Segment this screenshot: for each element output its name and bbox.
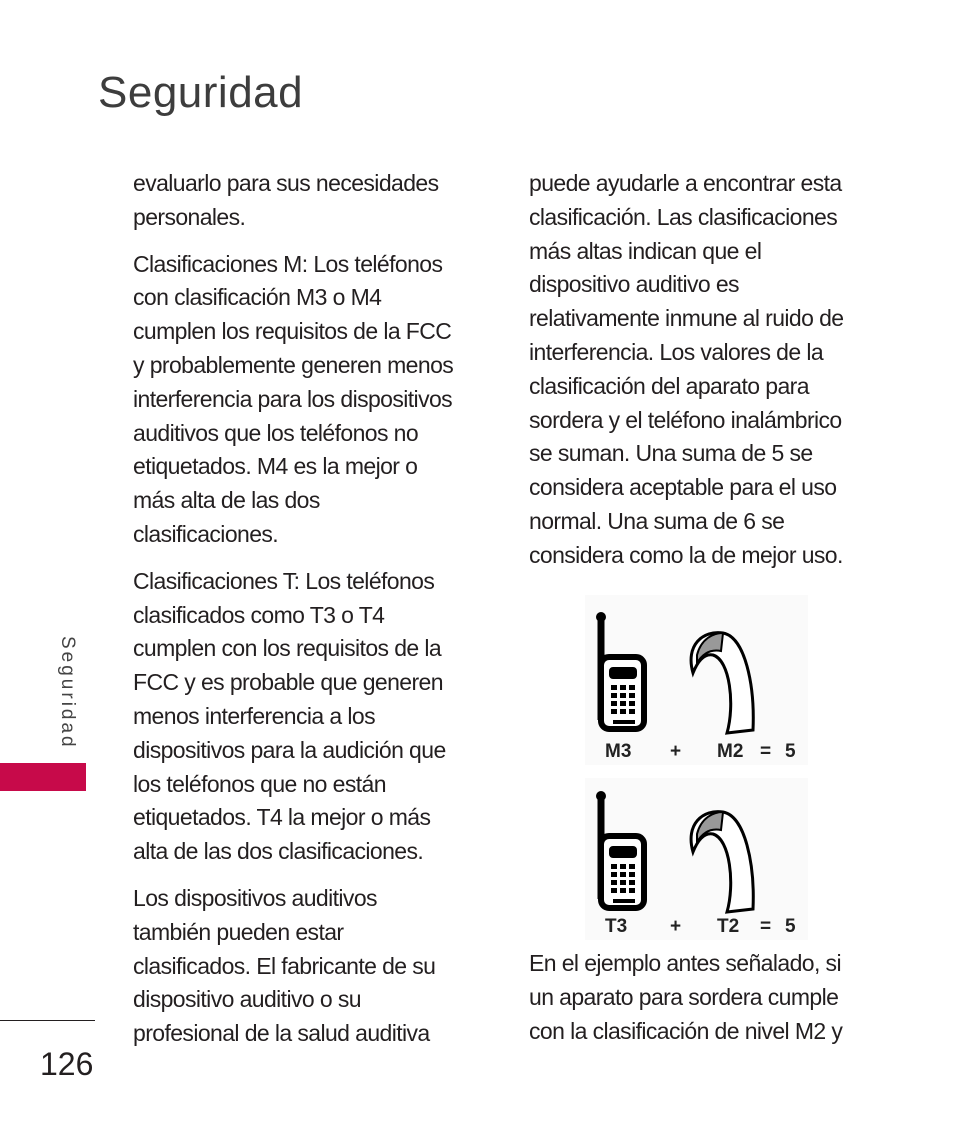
equals-sign: =	[760, 741, 772, 762]
left-column	[133, 167, 503, 1064]
text-line: también pueden estar	[133, 918, 344, 945]
hearing-aid-rating-label: M2	[717, 741, 744, 762]
right-column	[529, 167, 899, 586]
text-line: Clasificaciones M: Los teléfonos	[133, 250, 443, 277]
rating-sum: 5	[785, 741, 796, 762]
text-line: menos interferencia a los	[133, 702, 375, 729]
text-line: clasificación. Las clasificaciones	[529, 203, 838, 230]
text-line: cumplen con los requisitos de la	[133, 635, 442, 662]
text-line: FCC y es probable que generen	[133, 669, 443, 696]
cell-phone-icon	[596, 612, 644, 729]
text-line: cumplen los requisitos de la FCC	[133, 318, 452, 345]
plus-sign: +	[670, 741, 682, 762]
text-line: y probablemente generen menos	[133, 351, 454, 378]
text-line: dispositivo auditivo es	[529, 271, 739, 298]
phone-rating-label: T3	[605, 916, 628, 937]
text-line: etiquetados. M4 es la mejor o	[133, 453, 418, 480]
text-line: clasificaciones.	[133, 520, 279, 547]
text-line: relativamente inmune al ruido de	[529, 305, 844, 332]
text-line: un aparato para sordera cumple	[529, 983, 839, 1010]
paragraph	[133, 248, 503, 552]
hearing-aid-rating-label: T2	[717, 916, 740, 937]
text-line: dispositivos para la audición que	[133, 736, 446, 763]
text-line: profesional de la salud auditiva	[133, 1020, 430, 1047]
text-line: auditivos que los teléfonos no	[133, 419, 419, 446]
text-line: con clasificación M3 o M4	[133, 284, 382, 311]
text-line: se suman. Una suma de 5 se	[529, 440, 813, 467]
text-line: con la clasificación de nivel M2 y	[529, 1017, 843, 1044]
side-tab-label: Seguridad	[57, 636, 78, 750]
plus-sign: +	[670, 916, 682, 937]
page-number: 126	[40, 1046, 94, 1082]
text-line: En el ejemplo antes señalado, si	[529, 950, 841, 976]
text-line: interferencia para los dispositivos	[133, 385, 453, 412]
text-line: clasificación del aparato para	[529, 372, 809, 399]
text-line: normal. Una suma de 6 se	[529, 507, 785, 534]
hearing-rating-figure-m	[585, 595, 808, 765]
text-line: clasificados como T3 o T4	[133, 601, 385, 628]
right-column-continued	[529, 947, 899, 1061]
text-line: sordera y el teléfono inalámbrico	[529, 406, 842, 433]
text-line: puede ayudarle a encontrar esta	[529, 170, 842, 196]
footer-rule	[0, 1020, 95, 1021]
text-line: dispositivo auditivo o su	[133, 986, 361, 1013]
text-line: evaluarlo para sus necesidades	[133, 170, 439, 196]
paragraph	[133, 167, 503, 235]
paragraph	[529, 947, 899, 1048]
text-line: considera aceptable para el uso	[529, 474, 837, 501]
phone-and-hearing-aid-illustration	[585, 595, 808, 765]
text-line: considera como la de mejor uso.	[529, 541, 843, 568]
paragraph	[529, 167, 899, 573]
phone-rating-label: M3	[605, 741, 632, 762]
rating-sum: 5	[785, 916, 796, 937]
text-line: clasificados. El fabricante de su	[133, 952, 436, 979]
cell-phone-icon	[596, 791, 644, 908]
page-title: Seguridad	[98, 68, 304, 117]
hearing-rating-figure-t	[585, 778, 808, 940]
text-line: más alta de las dos	[133, 487, 320, 514]
hearing-aid-icon	[691, 812, 753, 912]
text-line: alta de las dos clasificaciones.	[133, 838, 424, 865]
equals-sign: =	[760, 916, 772, 937]
text-line: más altas indican que el	[529, 237, 762, 264]
text-line: interferencia. Los valores de la	[529, 338, 824, 365]
text-line: Clasificaciones T: Los teléfonos	[133, 567, 435, 594]
text-line: personales.	[133, 203, 246, 230]
paragraph	[133, 882, 503, 1051]
text-line: los teléfonos que no están	[133, 770, 386, 797]
paragraph	[133, 565, 503, 869]
hearing-aid-icon	[691, 633, 753, 733]
text-line: Los dispositivos auditivos	[133, 884, 377, 911]
text-line: etiquetados. T4 la mejor o más	[133, 804, 431, 831]
side-tab-marker	[0, 763, 86, 791]
